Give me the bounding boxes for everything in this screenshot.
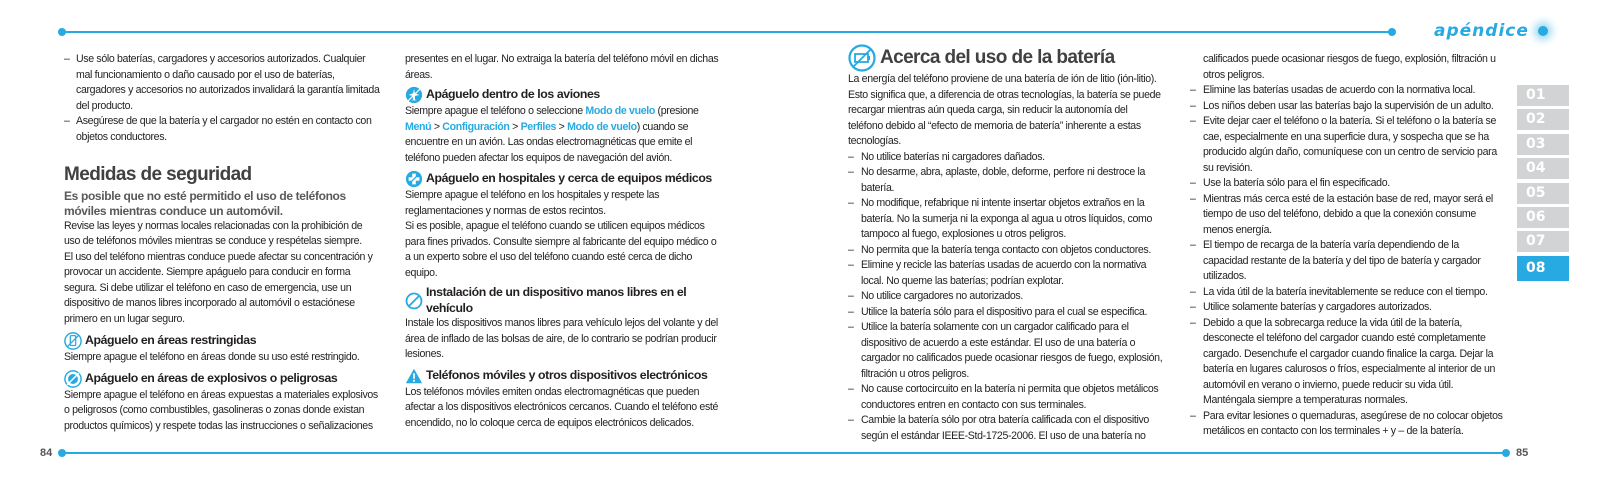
list-item: – Cambie la batería sólo por otra batería calificada con el dispositivo según el estándar IEEE-Std-1725-2006. El uso de una batería no bbox=[848, 413, 1163, 444]
explosive-hazard-icon bbox=[64, 370, 82, 388]
column-4 bbox=[1190, 52, 1505, 440]
list-item: – Los niños deben usar las baterías bajo la supervisión de un adulto. bbox=[1190, 99, 1505, 115]
airplane-heading: Apáguelo dentro de los aviones bbox=[405, 86, 723, 104]
flight-mode-link: Modo de vuelo bbox=[585, 105, 655, 117]
electronic-devices-heading: Teléfonos móviles y otros dispositivos electrónicos bbox=[405, 367, 723, 385]
list-item: – Mientras más cerca esté de la estación base de red, mayor será el tiempo de uso del teléfono, debido a que la conexión consume menos energía. bbox=[1190, 192, 1505, 239]
section-title: apéndice bbox=[1434, 21, 1529, 41]
battery-icon bbox=[848, 44, 876, 72]
footer-rule-start-dot bbox=[58, 449, 66, 457]
list-item: – No modifique, refabrique ni intente insertar objetos extraños en la batería. No la sumerja ni la exponga al agua u otros líquidos, como tampoco al fuego, explosiones u otros peligros. bbox=[848, 196, 1163, 243]
driving-paragraph-1: Revise las leyes y normas locales relacionadas con la prohibición de uso de teléfonos móviles mientras se conduce y respételas siempre. bbox=[64, 219, 363, 247]
chapter-tab-03[interactable]: 03 bbox=[1517, 134, 1569, 155]
chapter-tabs bbox=[1517, 85, 1569, 284]
header-rule-end-dot bbox=[1388, 28, 1396, 36]
airplane-text: Siempre apague el teléfono o seleccione Modo de vuelo (presione Menú > Configuración > Perfiles > Modo de vuelo) cuando se encuentre en un avión. Las ondas electromagnéticas que emite el teléfono pueden afectar los equipos de navegación del avión. bbox=[405, 105, 699, 164]
list-item: – El tiempo de recarga de la batería varía dependiendo de la capacidad restante de la batería y del tipo de batería y cargador utilizados. bbox=[1190, 238, 1505, 285]
battery-bullets bbox=[848, 150, 1163, 445]
battery-bullets-top bbox=[64, 52, 380, 145]
list-item: – No permita que la batería tenga contacto con objetos conductores. bbox=[848, 243, 1163, 259]
flight-mode-link-2: Modo de vuelo bbox=[567, 120, 637, 133]
header-rule-start-dot bbox=[58, 28, 66, 36]
explosive-areas-text: Siempre apague el teléfono en áreas expuestas a materiales explosivos o peligrosos (como combustibles, gasolineras o zonas donde existan productos químicos) y respete todas las instrucciones o señalizaciones bbox=[64, 388, 378, 432]
list-item: – No cause cortocircuito en la batería ni permita que objetos metálicos conductores entren en contacto con sus terminales. bbox=[848, 382, 1163, 413]
hospital-text-1: Siempre apague el teléfono en los hospitales y respete las reglamentaciones y normas de estos recintos. bbox=[405, 189, 660, 217]
list-item: – No utilice baterías ni cargadores dañados. bbox=[848, 150, 1163, 166]
page-number-right: 85 bbox=[1516, 447, 1529, 459]
list-item: – Asegúrese de que la batería y el cargador no estén en contacto con objetos conductores. bbox=[64, 114, 380, 145]
header-rule bbox=[62, 31, 1392, 33]
chapter-tab-06[interactable]: 06 bbox=[1517, 207, 1569, 228]
airplane-icon bbox=[405, 86, 423, 104]
restricted-areas-text: Siempre apague el teléfono en áreas donde su uso esté restringido. bbox=[64, 351, 360, 363]
battery-bullets-continued bbox=[1190, 83, 1505, 440]
battery-intro: La energía del teléfono proviene de una batería de ión de litio (ión-litio). Esto significa que, a diferencia de otras tecnologías, la batería se puede recargar mientras aún queda carga, sin reducir la autonomía del teléfono debido al “efecto de memoria de batería” inherente a estas tecnologías. bbox=[848, 73, 1161, 147]
list-item: – No desarme, abra, aplaste, doble, deforme, perfore ni destroce la batería. bbox=[848, 165, 1163, 196]
no-symbol-icon bbox=[405, 292, 423, 310]
menu-link: Menú bbox=[405, 120, 432, 133]
chapter-tab-02[interactable]: 02 bbox=[1517, 109, 1569, 130]
driving-paragraph-2: El uso del teléfono mientras conduce puede afectar su concentración y provocar un accidente. Siempre apáguelo para conducir en forma segura. Si debe utilizar el teléfono en caso de emergencia, use un dispositivo de manos libres incorporado al automóvil o estaciónese primero en un lugar seguro. bbox=[64, 250, 373, 325]
list-item: – Debido a que la sobrecarga reduce la vida útil de la batería, desconecte el teléfono del cargador cuando esté completamente cargado. Desenchufe el cargador cuando finalice la carga. Dejar la batería en lugares calurosos o fríos, especialmente al interior de un automóvil en verano o invierno, puede reducir su vida útil. Manténgala siempre a temperaturas normales. bbox=[1190, 316, 1505, 409]
list-item: – Utilice solamente baterías y cargadores autorizados. bbox=[1190, 300, 1505, 316]
list-item: – Use la batería sólo para el fin especificado. bbox=[1190, 176, 1505, 192]
list-item: – Utilice la batería solamente con un cargador calificado para el dispositivo de acuerdo a este estándar. El uso de una batería o cargador no calificados puede ocasionar riesgos de fuego, explosión, filtración u otros peligros. bbox=[848, 320, 1163, 382]
list-item: – Elimine y recicle las baterías usadas de acuerdo con la normativa local. No queme las baterías; podrían explotar. bbox=[848, 258, 1163, 289]
list-item: – Evite dejar caer el teléfono o la batería. Si el teléfono o la batería se cae, especialmente en una superficie dura, y sospecha que se ha producido algún daño, comuníquese con un centro de servicio para su revisión. bbox=[1190, 114, 1505, 176]
chapter-tab-05[interactable]: 05 bbox=[1517, 183, 1569, 204]
driving-subtitle: Es posible que no esté permitido el uso de teléfonos móviles mientras conduce un automóvil. bbox=[64, 188, 346, 218]
restricted-phone-icon bbox=[64, 332, 82, 350]
electronic-devices-text: Los teléfonos móviles emiten ondas electromagnéticas que pueden afectar a los dispositivos electrónicos cercanos. Cuando el teléfono esté encendido, no lo coloque cerca de equipos electrónicos delicados. bbox=[405, 385, 719, 429]
restricted-areas-heading: Apáguelo en áreas restringidas bbox=[64, 332, 380, 350]
settings-link: Configuración bbox=[442, 120, 510, 133]
column-3 bbox=[848, 44, 1163, 444]
explosive-areas-continued: presentes en el lugar. No extraiga la batería del teléfono móvil en dichas áreas. bbox=[405, 53, 719, 81]
chapter-tab-04[interactable]: 04 bbox=[1517, 158, 1569, 179]
footer-rule bbox=[62, 452, 1506, 454]
list-item: – Elimine las baterías usadas de acuerdo con la normativa local. bbox=[1190, 83, 1505, 99]
explosive-areas-heading: Apáguelo en áreas de explosivos o peligrosas bbox=[64, 370, 380, 388]
chapter-tab-01[interactable]: 01 bbox=[1517, 85, 1569, 106]
chapter-tab-07[interactable]: 07 bbox=[1517, 231, 1569, 252]
safety-heading: Medidas de seguridad bbox=[64, 164, 252, 185]
list-item: – Utilice la batería sólo para el dispositivo para el cual se especifica. bbox=[848, 305, 1163, 321]
hospital-text-2: Si es posible, apague el teléfono cuando se utilicen equipos médicos para fines privados. Consulte siempre al fabricante del equipo médico o a un experto sobre el uso del teléfono cuando esté cerca de dicho equipo. bbox=[405, 220, 717, 279]
handsfree-heading: Instalación de un dispositivo manos libres en el vehículo bbox=[405, 285, 723, 316]
battery-continued: calificados puede ocasionar riesgos de fuego, explosión, filtración u otros peligros. bbox=[1203, 53, 1496, 81]
hospital-heading: Apáguelo en hospitales y cerca de equipos médicos bbox=[405, 170, 723, 188]
list-item: – Para evitar lesiones o quemaduras, asegúrese de no colocar objetos metálicos en contacto con los terminales + y – de la batería. bbox=[1190, 409, 1505, 440]
medical-cross-icon bbox=[405, 170, 423, 188]
column-1 bbox=[64, 52, 380, 434]
battery-heading: Acerca del uso de la batería bbox=[848, 44, 1163, 72]
list-item: – Use sólo baterías, cargadores y accesorios autorizados. Cualquier mal funcionamiento o daño causado por el uso de baterías, cargadores y accesorios no autorizados invalidará la garantía limitada del producto. bbox=[64, 52, 380, 114]
footer-rule-end-dot bbox=[1502, 449, 1510, 457]
handsfree-text: Instale los dispositivos manos libres para vehículo lejos del volante y del área de inflado de las bolsas de aire, de lo contrario se podrían producir lesiones. bbox=[405, 317, 718, 360]
profiles-link: Perfiles bbox=[520, 120, 557, 133]
warning-triangle-icon bbox=[405, 367, 423, 385]
page-number-left: 84 bbox=[40, 447, 53, 459]
list-item: – La vida útil de la batería inevitablemente se reduce con el tiempo. bbox=[1190, 285, 1505, 301]
column-2 bbox=[405, 52, 723, 431]
chapter-tab-08[interactable]: 08 bbox=[1517, 256, 1569, 281]
list-item: – No utilice cargadores no autorizados. bbox=[848, 289, 1163, 305]
header-glow-dot bbox=[1538, 26, 1548, 36]
